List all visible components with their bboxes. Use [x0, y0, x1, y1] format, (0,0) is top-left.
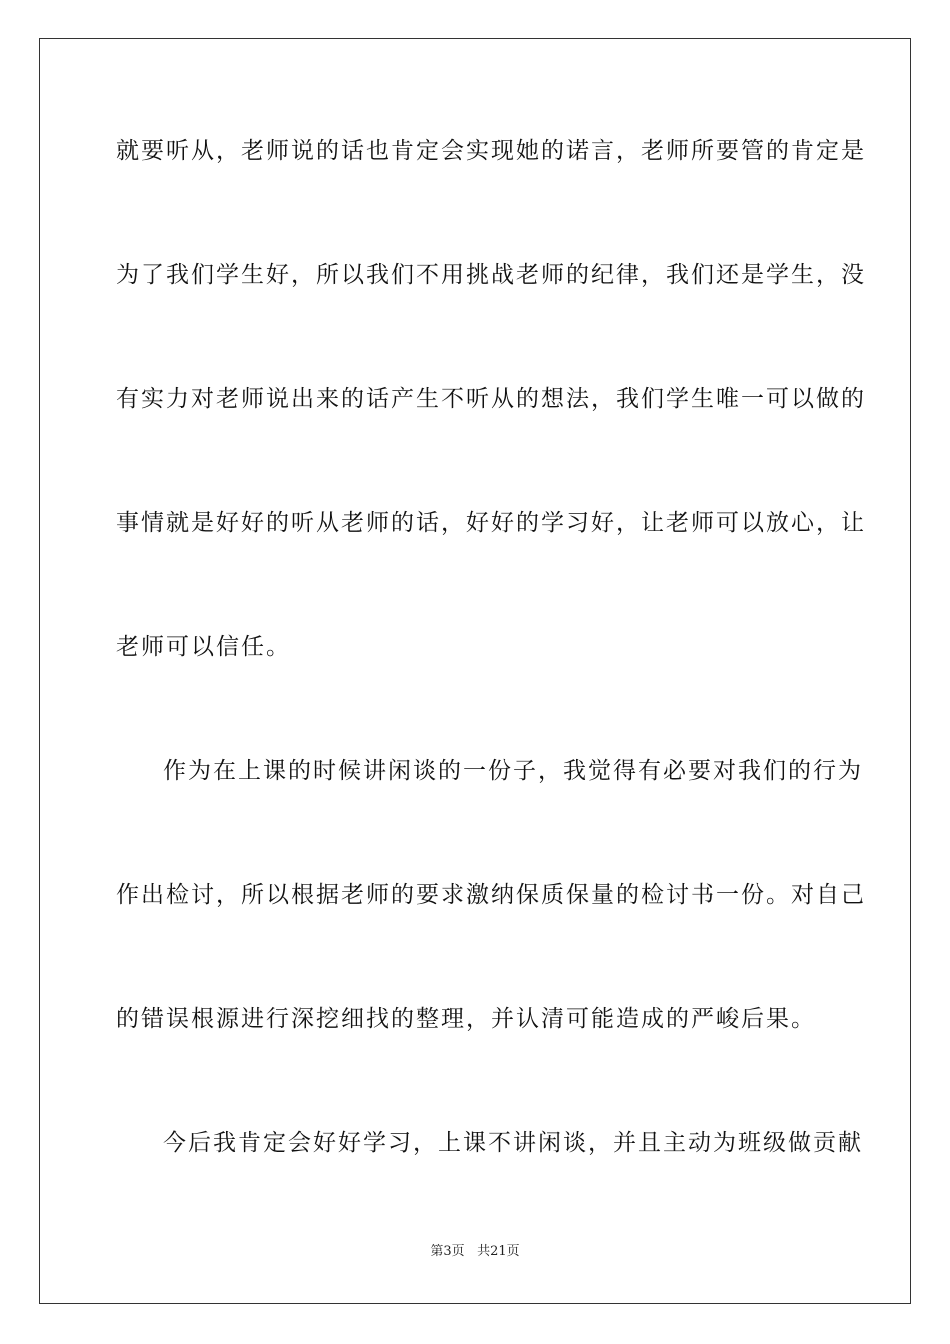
text-line: 有实力对老师说出来的话产生不听从的想法，我们学生唯一可以做的: [116, 386, 866, 412]
paragraph-first-line: 作为在上课的时候讲闲谈的一份子，我觉得有必要对我们的行为: [163, 758, 863, 784]
text-line: 老师可以信任。: [116, 634, 291, 660]
text-line: 事情就是好好的听从老师的话，好好的学习好，让老师可以放心，让: [116, 510, 866, 536]
page-footer: [0, 1243, 950, 1261]
page-border: [39, 38, 911, 1304]
page-number: 第3页: [430, 1244, 465, 1259]
paragraph-first-line: 今后我肯定会好好学习，上课不讲闲谈，并且主动为班级做贡献: [163, 1130, 863, 1156]
text-line: 就要听从，老师说的话也肯定会实现她的诺言，老师所要管的肯定是: [116, 138, 866, 164]
text-line: 为了我们学生好，所以我们不用挑战老师的纪律，我们还是学生，没: [116, 262, 866, 288]
text-line: 作出检讨，所以根据老师的要求激纳保质保量的检讨书一份。对自己: [116, 882, 866, 908]
total-pages: 共21页: [477, 1244, 520, 1259]
text-line: 的错误根源进行深挖细找的整理，并认清可能造成的严峻后果。: [116, 1006, 816, 1032]
